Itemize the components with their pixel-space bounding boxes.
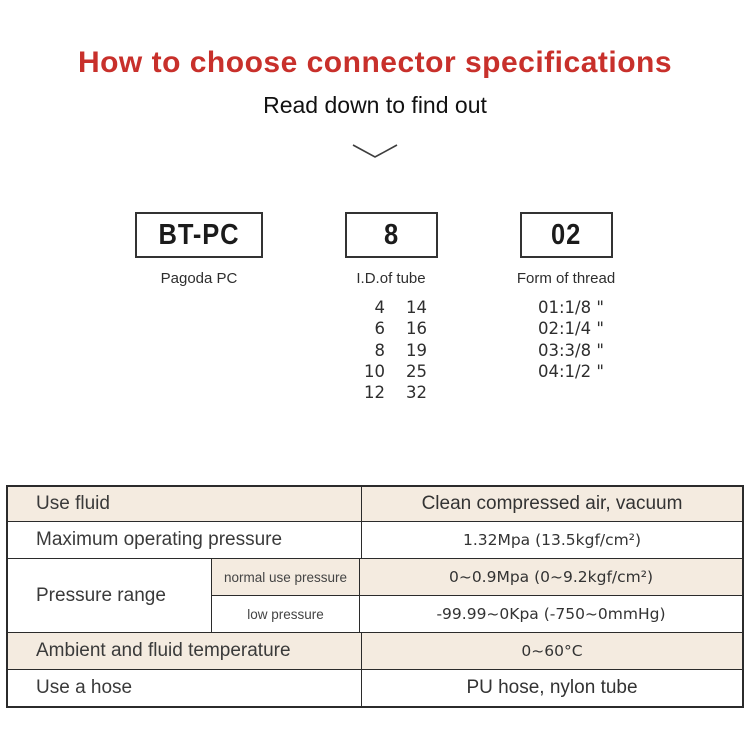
low-pressure-value: -99.99~0Kpa (-750~0mmHg) bbox=[436, 605, 666, 623]
code-pagoda: BT-PC bbox=[158, 218, 240, 251]
thread-form-item: 01:1/8 " bbox=[538, 298, 604, 318]
pressure-range-label: Pressure range bbox=[8, 559, 212, 632]
max-pressure-label: Maximum operating pressure bbox=[8, 522, 362, 558]
table-row-temperature bbox=[8, 632, 742, 669]
code-id-of-tube: 8 bbox=[383, 218, 400, 251]
table-row-hose bbox=[8, 669, 742, 706]
thread-form-list bbox=[538, 297, 604, 382]
tube-id: 8 bbox=[374, 340, 385, 360]
table-row-use-fluid bbox=[8, 487, 742, 521]
code-thread: 02 bbox=[551, 218, 582, 251]
code-box-pagoda bbox=[135, 212, 263, 258]
tube-size-row bbox=[350, 382, 427, 403]
tube-size-list bbox=[350, 297, 427, 403]
normal-pressure-value: 0~0.9Mpa (0~9.2kgf/cm²) bbox=[448, 568, 654, 586]
thread-form-item: 04:1/2 " bbox=[538, 362, 604, 382]
thread-form-item: 03:3/8 " bbox=[538, 340, 604, 360]
code-box-id-of-tube bbox=[345, 212, 438, 258]
chevron-down-icon bbox=[352, 142, 398, 162]
tube-size-row bbox=[350, 297, 427, 318]
spec-table bbox=[6, 485, 744, 708]
tube-od: 14 bbox=[406, 298, 427, 318]
temperature-value: 0~60°C bbox=[521, 642, 583, 660]
page-subtitle: Read down to find out bbox=[263, 92, 487, 118]
use-fluid-label: Use fluid bbox=[8, 487, 362, 521]
table-subrow-normal-pressure bbox=[212, 559, 742, 595]
table-row-max-pressure bbox=[8, 521, 742, 558]
temperature-label: Ambient and fluid temperature bbox=[8, 633, 362, 669]
tube-id: 10 bbox=[364, 362, 385, 382]
use-fluid-value: Clean compressed air, vacuum bbox=[421, 493, 683, 514]
tube-id: 12 bbox=[364, 383, 385, 403]
code-box-thread bbox=[520, 212, 613, 258]
table-subrow-low-pressure bbox=[212, 595, 742, 632]
table-row-pressure-range bbox=[8, 558, 742, 632]
tube-id: 6 bbox=[374, 319, 385, 339]
tube-od: 16 bbox=[406, 319, 427, 339]
tube-size-row bbox=[350, 361, 427, 382]
tube-id: 4 bbox=[374, 298, 385, 318]
max-pressure-value: 1.32Mpa (13.5kgf/cm²) bbox=[462, 531, 642, 549]
tube-od: 32 bbox=[406, 383, 427, 403]
label-pagoda: Pagoda PC bbox=[160, 270, 238, 287]
hose-value: PU hose, nylon tube bbox=[466, 677, 638, 698]
normal-pressure-label: normal use pressure bbox=[212, 559, 360, 595]
label-thread: Form of thread bbox=[516, 270, 616, 287]
tube-size-row bbox=[350, 318, 427, 339]
hose-label: Use a hose bbox=[8, 670, 362, 706]
low-pressure-label: low pressure bbox=[212, 596, 360, 632]
thread-form-item: 02:1/4 " bbox=[538, 319, 604, 339]
tube-size-row bbox=[350, 340, 427, 361]
tube-od: 19 bbox=[406, 340, 427, 360]
tube-od: 25 bbox=[406, 362, 427, 382]
label-id-of-tube: I.D.of tube bbox=[356, 270, 426, 287]
page-title: How to choose connector specifications bbox=[77, 46, 673, 79]
